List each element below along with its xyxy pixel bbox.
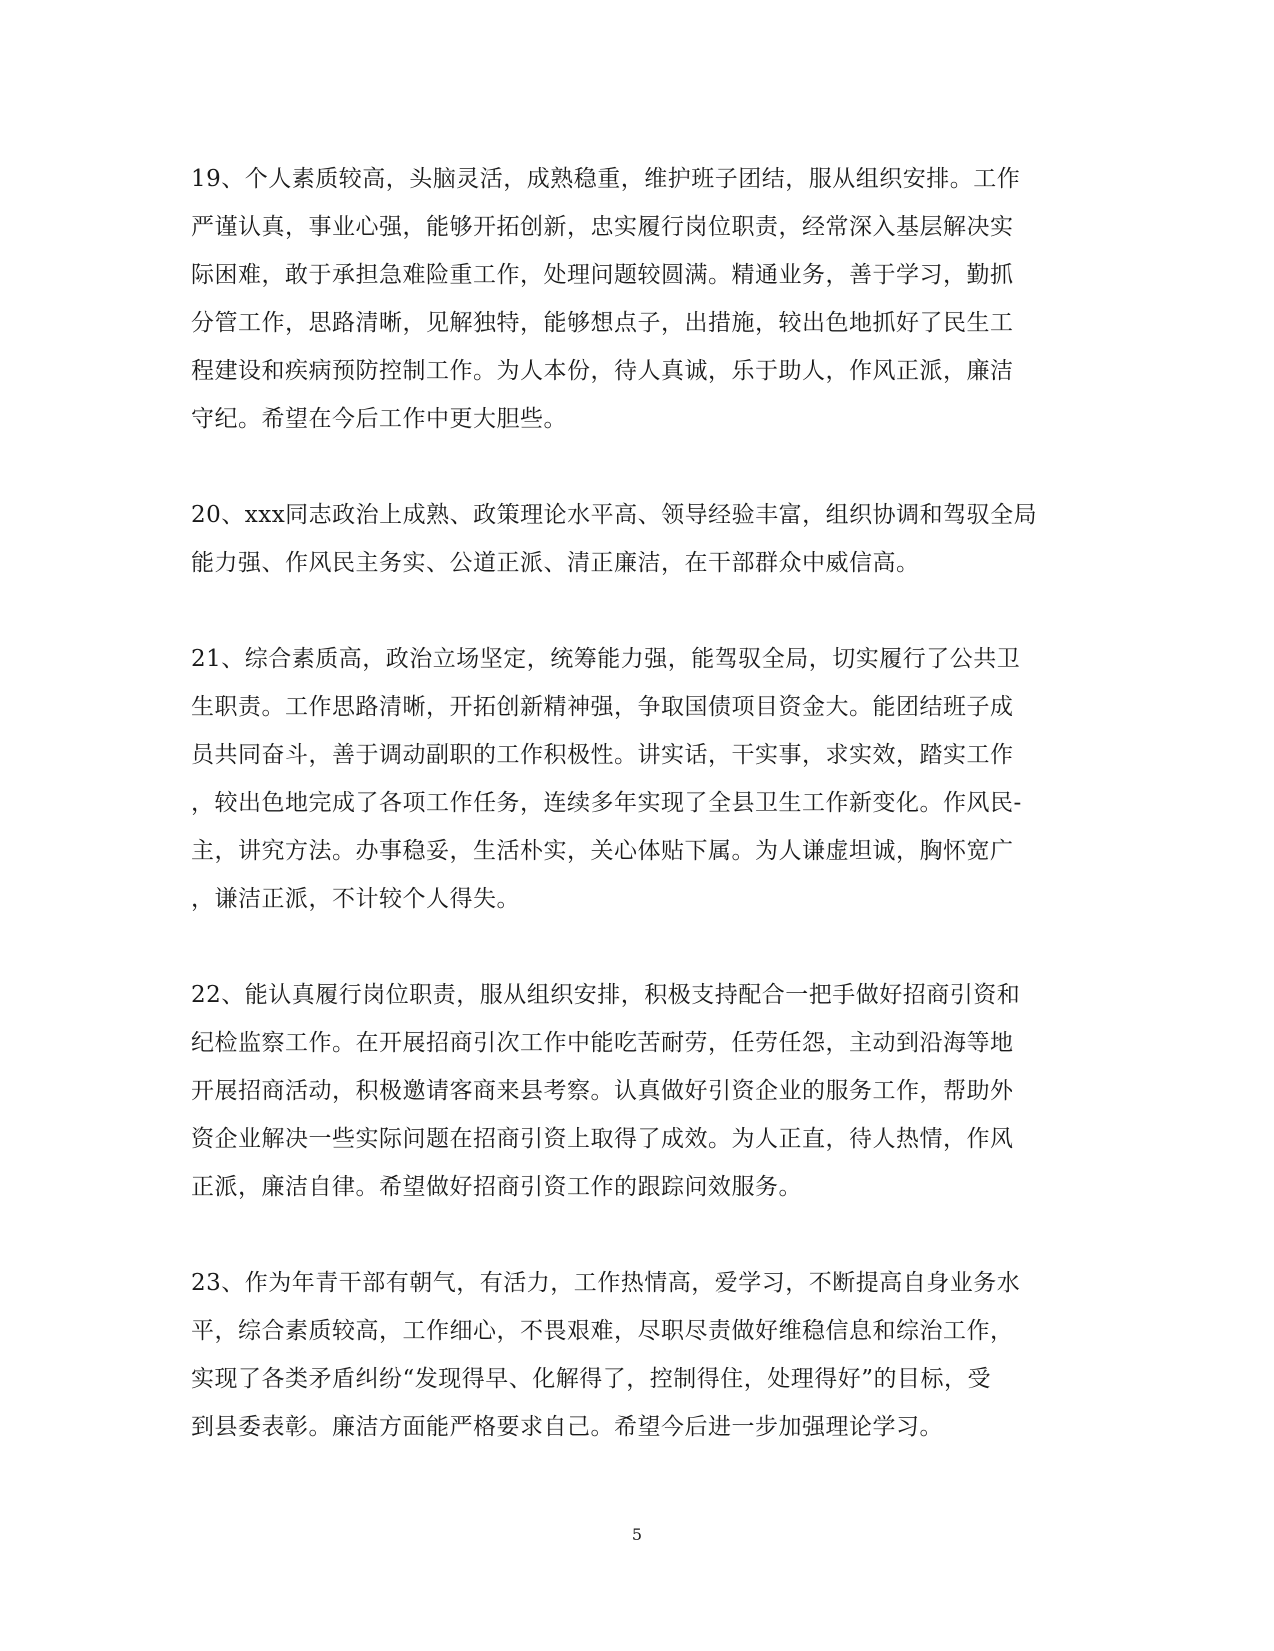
- text-line: ，较出色地完成了各项工作任务，连续多年实现了全县卫生工作新变化。作风民-: [191, 790, 1022, 816]
- text-line: 19、个人素质较高，头脑灵活，成熟稳重，维护班子团结，服从组织安排。工作: [191, 166, 1021, 192]
- text-line: 际困难，敢于承担急难险重工作，处理问题较圆满。精通业务，善于学习，勤抓: [191, 262, 1014, 288]
- text-line: 到县委表彰。廉洁方面能严格要求自己。希望今后进一步加强理论学习。: [191, 1414, 943, 1440]
- text-line: 23、作为年青干部有朝气，有活力，工作热情高，爱学习，不断提高自身业务水: [191, 1270, 1021, 1296]
- text-line: 平，综合素质较高，工作细心，不畏艰难，尽职尽责做好维稳信息和综治工作，: [191, 1318, 1014, 1344]
- page-number: 5: [631, 1525, 643, 1544]
- document-body: [191, 155, 1081, 1451]
- paragraph-22: [191, 971, 1081, 1211]
- paragraph-23: [191, 1259, 1081, 1451]
- text-line: 纪检监察工作。在开展招商引次工作中能吃苦耐劳，任劳任怨，主动到沿海等地: [191, 1030, 1014, 1056]
- text-line: 21、综合素质高，政治立场坚定，统筹能力强，能驾驭全局，切实履行了公共卫: [191, 646, 1021, 672]
- paragraph-20: [191, 491, 1081, 587]
- text-line: 程建设和疾病预防控制工作。为人本份，待人真诚，乐于助人，作风正派，廉洁: [191, 358, 1014, 384]
- text-line: 员共同奋斗，善于调动副职的工作积极性。讲实话，干实事，求实效，踏实工作: [191, 742, 1014, 768]
- text-line: 实现了各类矛盾纠纷“发现得早、化解得了，控制得住，处理得好”的目标，受: [191, 1366, 992, 1392]
- text-line: 生职责。工作思路清晰，开拓创新精神强，争取国债项目资金大。能团结班子成: [191, 694, 1014, 720]
- text-line: 主，讲究方法。办事稳妥，生活朴实，关心体贴下属。为人谦虚坦诚，胸怀宽广: [191, 838, 1014, 864]
- text-line: ，谦洁正派，不计较个人得失。: [191, 886, 520, 912]
- text-line: 严谨认真，事业心强，能够开拓创新，忠实履行岗位职责，经常深入基层解决实: [191, 214, 1014, 240]
- text-line: 正派，廉洁自律。希望做好招商引资工作的跟踪问效服务。: [191, 1174, 802, 1200]
- text-line: 20、xxx同志政治上成熟、政策理论水平高、领导经验丰富，组织协调和驾驭全局: [191, 502, 1038, 528]
- paragraph-21: [191, 635, 1081, 923]
- text-line: 22、能认真履行岗位职责，服从组织安排，积极支持配合一把手做好招商引资和: [191, 982, 1021, 1008]
- text-line: 资企业解决一些实际问题在招商引资上取得了成效。为人正直，待人热情，作风: [191, 1126, 1014, 1152]
- text-line: 分管工作，思路清晰，见解独特，能够想点子，出措施，较出色地抓好了民生工: [191, 310, 1014, 336]
- text-line: 开展招商活动，积极邀请客商来县考察。认真做好引资企业的服务工作，帮助外: [191, 1078, 1014, 1104]
- text-line: 能力强、作风民主务实、公道正派、清正廉洁，在干部群众中威信高。: [191, 550, 920, 576]
- text-line: 守纪。希望在今后工作中更大胆些。: [191, 406, 567, 432]
- paragraph-19: [191, 155, 1081, 443]
